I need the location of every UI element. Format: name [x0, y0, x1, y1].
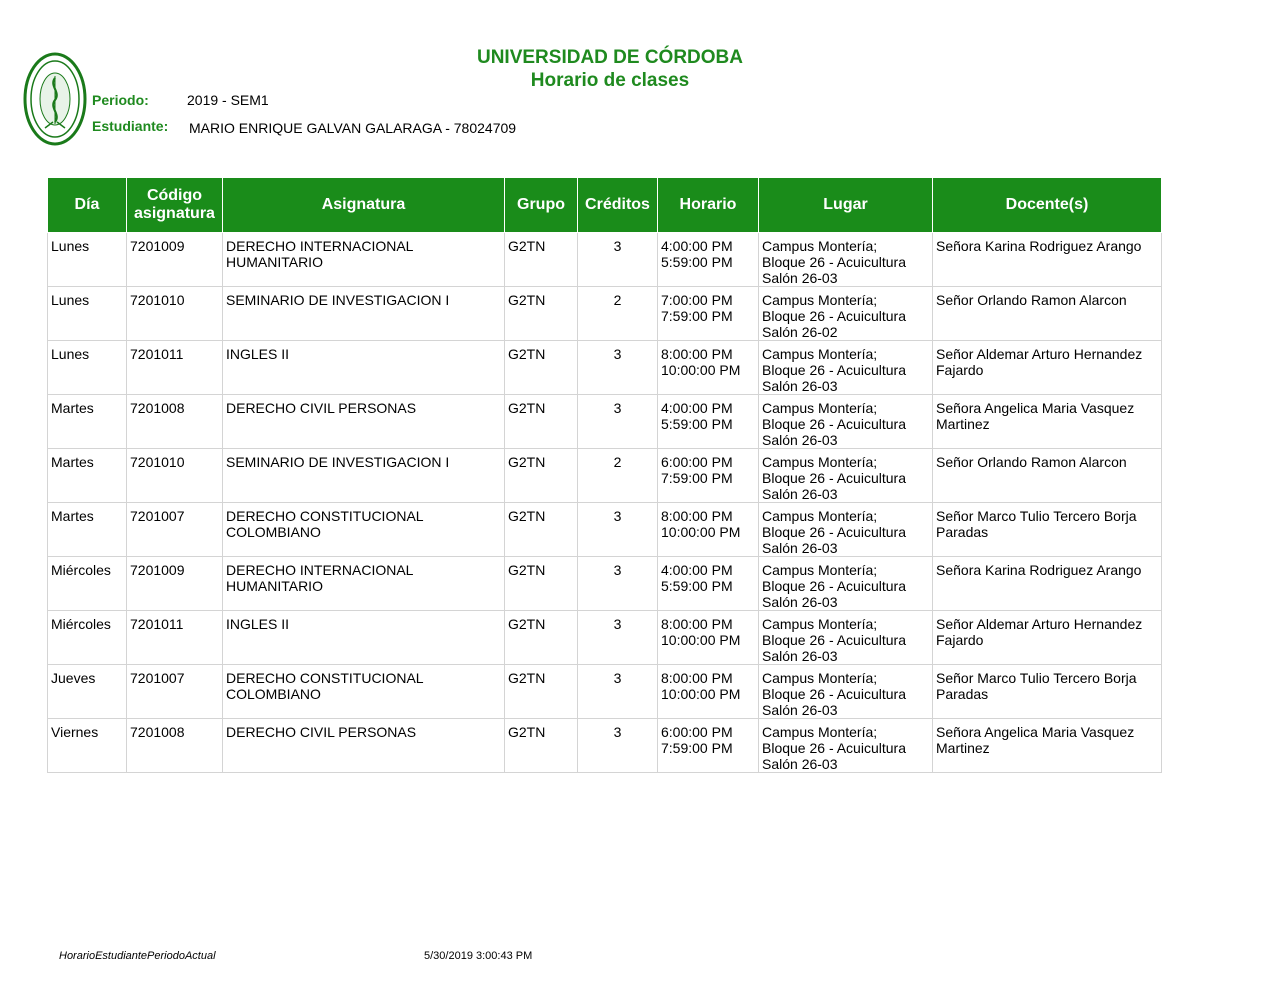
cell-asignatura: INGLES II	[223, 341, 505, 395]
cell-asignatura: DERECHO CONSTITUCIONAL COLOMBIANO	[223, 503, 505, 557]
lugar-bloque: Bloque 26 - Acuicultura	[762, 416, 906, 432]
table-row	[48, 233, 1162, 287]
lugar-bloque: Bloque 26 - Acuicultura	[762, 254, 906, 270]
report-name: HorarioEstudiantePeriodoActual	[59, 950, 216, 962]
lugar-bloque: Bloque 26 - Acuicultura	[762, 740, 906, 756]
lugar-campus: Campus Montería;	[762, 238, 878, 254]
cell-lugar	[759, 503, 933, 557]
cell-asignatura: SEMINARIO DE INVESTIGACION I	[223, 449, 505, 503]
column-header-docentes: Docente(s)	[933, 178, 1162, 233]
cell-dia: Martes	[48, 449, 127, 503]
cell-asignatura: DERECHO INTERNACIONAL HUMANITARIO	[223, 233, 505, 287]
cell-codigo: 7201008	[127, 719, 223, 773]
horario-fin: 10:00:00 PM	[661, 686, 741, 702]
cell-codigo: 7201007	[127, 665, 223, 719]
lugar-salon: Salón 26-03	[762, 540, 838, 556]
lugar-salon: Salón 26-03	[762, 378, 838, 394]
cell-codigo: 7201011	[127, 611, 223, 665]
lugar-campus: Campus Montería;	[762, 670, 878, 686]
schedule-table	[47, 177, 1162, 773]
lugar-campus: Campus Montería;	[762, 508, 878, 524]
table-row	[48, 611, 1162, 665]
cell-codigo: 7201009	[127, 233, 223, 287]
cell-asignatura: INGLES II	[223, 611, 505, 665]
university-seal-logo	[23, 52, 87, 146]
lugar-bloque: Bloque 26 - Acuicultura	[762, 632, 906, 648]
report-timestamp: 5/30/2019 3:00:43 PM	[424, 950, 533, 962]
cell-grupo: G2TN	[505, 233, 578, 287]
cell-horario	[658, 395, 759, 449]
table-header-row	[48, 178, 1162, 233]
cell-lugar	[759, 449, 933, 503]
table-row	[48, 719, 1162, 773]
horario-inicio: 4:00:00 PM	[661, 400, 733, 416]
column-header-lugar: Lugar	[759, 178, 933, 233]
table-row	[48, 395, 1162, 449]
horario-inicio: 8:00:00 PM	[661, 670, 733, 686]
lugar-campus: Campus Montería;	[762, 292, 878, 308]
lugar-salon: Salón 26-03	[762, 270, 838, 286]
column-header-creditos: Créditos	[578, 178, 658, 233]
cell-codigo: 7201008	[127, 395, 223, 449]
cell-horario	[658, 341, 759, 395]
periodo-label: Periodo:	[92, 92, 149, 108]
cell-grupo: G2TN	[505, 287, 578, 341]
cell-dia: Jueves	[48, 665, 127, 719]
horario-inicio: 6:00:00 PM	[661, 724, 733, 740]
cell-dia: Lunes	[48, 287, 127, 341]
cell-creditos: 3	[578, 557, 658, 611]
cell-codigo: 7201010	[127, 449, 223, 503]
cell-creditos: 3	[578, 719, 658, 773]
cell-horario	[658, 665, 759, 719]
cell-codigo: 7201009	[127, 557, 223, 611]
cell-horario	[658, 233, 759, 287]
cell-horario	[658, 611, 759, 665]
cell-lugar	[759, 287, 933, 341]
cell-grupo: G2TN	[505, 665, 578, 719]
horario-fin: 10:00:00 PM	[661, 524, 741, 540]
cell-horario	[658, 719, 759, 773]
cell-asignatura: SEMINARIO DE INVESTIGACION I	[223, 287, 505, 341]
cell-docente: Señor Orlando Ramon Alarcon	[933, 449, 1162, 503]
cell-lugar	[759, 611, 933, 665]
horario-fin: 7:59:00 PM	[661, 740, 733, 756]
cell-dia: Miércoles	[48, 611, 127, 665]
cell-creditos: 3	[578, 503, 658, 557]
cell-creditos: 3	[578, 665, 658, 719]
cell-horario	[658, 449, 759, 503]
periodo-value: 2019 - SEM1	[187, 92, 269, 108]
cell-docente: Señora Karina Rodriguez Arango	[933, 233, 1162, 287]
cell-codigo: 7201011	[127, 341, 223, 395]
cell-asignatura: DERECHO INTERNACIONAL HUMANITARIO	[223, 557, 505, 611]
horario-inicio: 6:00:00 PM	[661, 454, 733, 470]
lugar-campus: Campus Montería;	[762, 562, 878, 578]
cell-creditos: 2	[578, 449, 658, 503]
column-header-dia: Día	[48, 178, 127, 233]
cell-docente: Señor Aldemar Arturo Hernandez Fajardo	[933, 341, 1162, 395]
lugar-bloque: Bloque 26 - Acuicultura	[762, 524, 906, 540]
horario-fin: 10:00:00 PM	[661, 632, 741, 648]
university-title: UNIVERSIDAD DE CÓRDOBA	[476, 47, 744, 68]
cell-grupo: G2TN	[505, 503, 578, 557]
cell-grupo: G2TN	[505, 719, 578, 773]
horario-fin: 10:00:00 PM	[661, 362, 741, 378]
cell-horario	[658, 557, 759, 611]
lugar-campus: Campus Montería;	[762, 400, 878, 416]
lugar-campus: Campus Montería;	[762, 616, 878, 632]
table-row	[48, 665, 1162, 719]
cell-docente: Señor Marco Tulio Tercero Borja Paradas	[933, 503, 1162, 557]
column-header-grupo: Grupo	[505, 178, 578, 233]
cell-asignatura: DERECHO CIVIL PERSONAS	[223, 395, 505, 449]
cell-lugar	[759, 341, 933, 395]
horario-fin: 5:59:00 PM	[661, 578, 733, 594]
lugar-salon: Salón 26-03	[762, 702, 838, 718]
cell-grupo: G2TN	[505, 611, 578, 665]
cell-dia: Lunes	[48, 341, 127, 395]
cell-asignatura: DERECHO CONSTITUCIONAL COLOMBIANO	[223, 665, 505, 719]
lugar-campus: Campus Montería;	[762, 346, 878, 362]
lugar-bloque: Bloque 26 - Acuicultura	[762, 308, 906, 324]
cell-asignatura: DERECHO CIVIL PERSONAS	[223, 719, 505, 773]
table-row	[48, 341, 1162, 395]
cell-grupo: G2TN	[505, 395, 578, 449]
estudiante-label: Estudiante:	[92, 118, 169, 134]
lugar-campus: Campus Montería;	[762, 454, 878, 470]
horario-inicio: 8:00:00 PM	[661, 508, 733, 524]
table-row	[48, 557, 1162, 611]
cell-grupo: G2TN	[505, 341, 578, 395]
cell-creditos: 3	[578, 395, 658, 449]
horario-fin: 5:59:00 PM	[661, 254, 733, 270]
cell-lugar	[759, 665, 933, 719]
cell-creditos: 3	[578, 341, 658, 395]
cell-docente: Señor Orlando Ramon Alarcon	[933, 287, 1162, 341]
cell-dia: Viernes	[48, 719, 127, 773]
cell-codigo: 7201010	[127, 287, 223, 341]
lugar-salon: Salón 26-03	[762, 594, 838, 610]
estudiante-value: MARIO ENRIQUE GALVAN GALARAGA - 78024709	[189, 120, 517, 136]
table-row	[48, 287, 1162, 341]
horario-inicio: 4:00:00 PM	[661, 238, 733, 254]
lugar-salon: Salón 26-03	[762, 432, 838, 448]
lugar-bloque: Bloque 26 - Acuicultura	[762, 362, 906, 378]
cell-lugar	[759, 557, 933, 611]
lugar-campus: Campus Montería;	[762, 724, 878, 740]
column-header-asignatura: Asignatura	[223, 178, 505, 233]
table-row	[48, 503, 1162, 557]
cell-creditos: 2	[578, 287, 658, 341]
cell-docente: Señor Marco Tulio Tercero Borja Paradas	[933, 665, 1162, 719]
table-row	[48, 449, 1162, 503]
horario-fin: 7:59:00 PM	[661, 470, 733, 486]
cell-dia: Martes	[48, 395, 127, 449]
cell-docente: Señora Angelica Maria Vasquez Martinez	[933, 395, 1162, 449]
lugar-bloque: Bloque 26 - Acuicultura	[762, 578, 906, 594]
cell-dia: Martes	[48, 503, 127, 557]
cell-dia: Miércoles	[48, 557, 127, 611]
cell-lugar	[759, 719, 933, 773]
cell-creditos: 3	[578, 611, 658, 665]
lugar-salon: Salón 26-03	[762, 486, 838, 502]
cell-lugar	[759, 395, 933, 449]
cell-dia: Lunes	[48, 233, 127, 287]
horario-inicio: 4:00:00 PM	[661, 562, 733, 578]
cell-grupo: G2TN	[505, 557, 578, 611]
horario-inicio: 8:00:00 PM	[661, 616, 733, 632]
cell-lugar	[759, 233, 933, 287]
lugar-salon: Salón 26-03	[762, 756, 838, 772]
cell-docente: Señora Karina Rodriguez Arango	[933, 557, 1162, 611]
lugar-bloque: Bloque 26 - Acuicultura	[762, 686, 906, 702]
cell-horario	[658, 503, 759, 557]
horario-inicio: 7:00:00 PM	[661, 292, 733, 308]
lugar-salon: Salón 26-02	[762, 324, 838, 340]
lugar-bloque: Bloque 26 - Acuicultura	[762, 470, 906, 486]
cell-docente: Señor Aldemar Arturo Hernandez Fajardo	[933, 611, 1162, 665]
horario-fin: 5:59:00 PM	[661, 416, 733, 432]
horario-inicio: 8:00:00 PM	[661, 346, 733, 362]
cell-docente: Señora Angelica Maria Vasquez Martinez	[933, 719, 1162, 773]
horario-fin: 7:59:00 PM	[661, 308, 733, 324]
cell-grupo: G2TN	[505, 449, 578, 503]
cell-codigo: 7201007	[127, 503, 223, 557]
cell-creditos: 3	[578, 233, 658, 287]
cell-horario	[658, 287, 759, 341]
page-subtitle: Horario de clases	[530, 70, 690, 91]
column-header-codigo: Código asignatura	[127, 178, 223, 233]
lugar-salon: Salón 26-03	[762, 648, 838, 664]
column-header-horario: Horario	[658, 178, 759, 233]
